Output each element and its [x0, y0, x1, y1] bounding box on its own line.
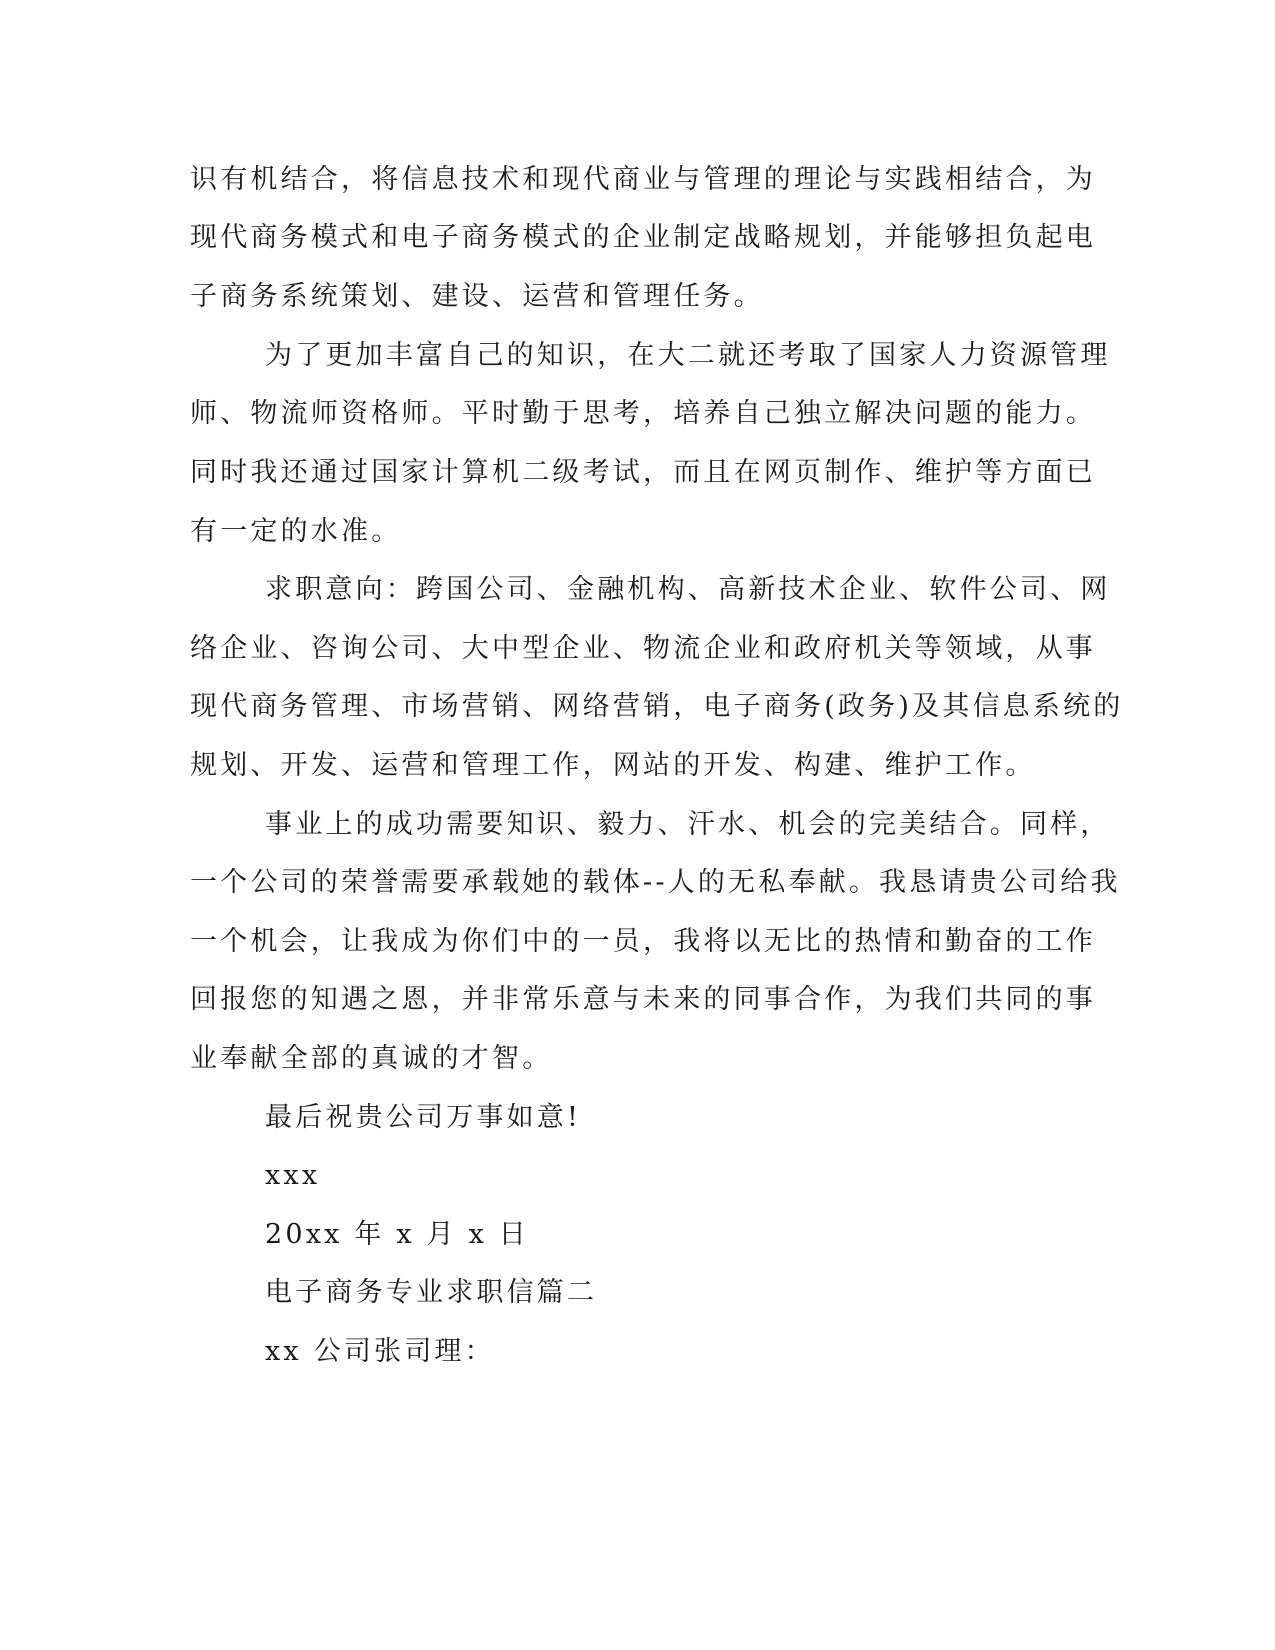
paragraph-line: 子商务系统策划、建设、运营和管理任务。 [190, 281, 764, 312]
signature: xxx [265, 1160, 321, 1191]
paragraph-line: 为了更加丰富自己的知识，在大二就还考取了国家人力资源管理 [265, 340, 1111, 371]
paragraph-line: 识有机结合，将信息技术和现代商业与管理的理论与实践相结合，为 [190, 164, 1096, 195]
paragraph-line: 一个公司的荣誉需要承载她的载体--人的无私奉献。我恳请贵公司给我 [190, 867, 1121, 898]
paragraph-line: 求职意向：跨国公司、金融机构、高新技术企业、软件公司、网 [265, 574, 1111, 605]
paragraph-line: 络企业、咨询公司、大中型企业、物流企业和政府机关等领域，从事 [190, 633, 1096, 664]
closing-line: 最后祝贵公司万事如意! [265, 1102, 582, 1133]
paragraph-line: 规划、开发、运营和管理工作，网站的开发、构建、维护工作。 [190, 750, 1036, 781]
paragraph-line: 业奉献全部的真诚的才智。 [190, 1043, 553, 1074]
paragraph-line: 现代商务模式和电子商务模式的企业制定战略规划，并能够担负起电 [190, 222, 1096, 253]
date: 20xx 年 x 月 x 日 [265, 1219, 529, 1250]
paragraph-line: 同时我还通过国家计算机二级考试，而且在网页制作、维护等方面已 [190, 457, 1096, 488]
paragraph-line: 师、物流师资格师。平时勤于思考，培养自己独立解决问题的能力。 [190, 398, 1096, 429]
paragraph-line: 有一定的水准。 [190, 516, 402, 547]
section-title: 电子商务专业求职信篇二 [265, 1277, 598, 1308]
paragraph-line: 回报您的知遇之恩，并非常乐意与未来的同事合作，为我们共同的事 [190, 984, 1096, 1015]
paragraph-line: 事业上的成功需要知识、毅力、汗水、机会的完美结合。同样， [265, 809, 1111, 840]
salutation: xx 公司张司理： [265, 1336, 495, 1367]
paragraph-line: 现代商务管理、市场营销、网络营销，电子商务(政务)及其信息系统的 [190, 691, 1124, 722]
paragraph-line: 一个机会，让我成为你们中的一员，我将以无比的热情和勤奋的工作 [190, 926, 1096, 957]
